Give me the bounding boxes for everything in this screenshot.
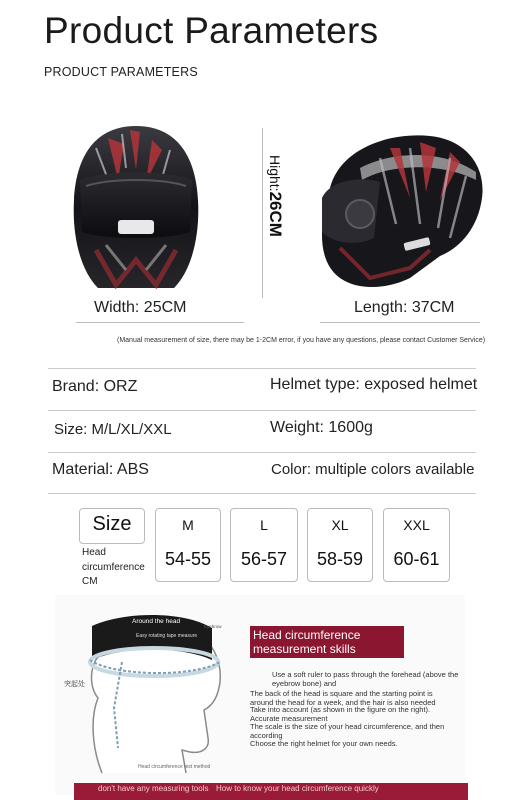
divider [48, 493, 476, 494]
circumference-label: Head circumference CM [82, 547, 145, 587]
length-label: Length: 37CM [354, 299, 455, 316]
method-label: Head circumference test method [138, 764, 211, 770]
bottom-banner [74, 783, 468, 800]
instruction-step: Choose the right helmet for your own needs. [250, 739, 398, 748]
helmet-front-image [66, 120, 206, 295]
height-line [262, 128, 263, 298]
bottom-banner-right: How to know your head circumference quickly [216, 784, 379, 793]
spec-size: Size: M/L/XL/XXL [54, 421, 172, 438]
size-column-l [230, 508, 298, 582]
spec-material: Material: ABS [52, 461, 149, 478]
size-column-m [155, 508, 221, 582]
instruction-step: The scale is the size of your head circumference, and then according [250, 722, 445, 740]
spec-color: Color: multiple colors available [271, 461, 475, 478]
divider [48, 410, 476, 411]
eyebrow-label: Eyebrow [204, 624, 222, 629]
size-header-cell [79, 508, 145, 544]
width-label: Width: 25CM [94, 299, 187, 316]
size-name: XL [331, 517, 349, 533]
divider [48, 368, 476, 369]
helmet-side-image [300, 128, 490, 298]
instruction-step: Use a soft ruler to pass through the forehead (above the eyebrow bone) and [272, 670, 459, 688]
size-range: 58-59 [316, 549, 364, 569]
head-measure-diagram [62, 598, 242, 783]
divider [48, 452, 476, 453]
size-header-label: Size [92, 513, 132, 535]
size-name: M [182, 517, 194, 533]
size-name: L [260, 517, 268, 533]
spec-brand: Brand: ORZ [52, 378, 138, 395]
around-head-label: Around the head [132, 618, 181, 625]
bottom-banner-left: don't have any measuring tools [98, 784, 209, 793]
page-title: Product Parameters [44, 10, 379, 51]
height-label [265, 155, 285, 237]
tape-label: Easy rotating tape measure [136, 633, 198, 639]
size-column-xxl [383, 508, 450, 582]
measurement-skills-banner: Head circumference measurement skills [250, 626, 404, 658]
height-label-text: Hight: [267, 155, 283, 192]
measurement-note: (Manual measurement of size, there may be 1-2CM error, if you have any questions, please contact Customer Service) [117, 337, 486, 344]
length-line [320, 322, 480, 323]
size-name: XXL [403, 517, 430, 533]
size-column-xl [307, 508, 373, 582]
protrusion-label: 突起处 [64, 680, 85, 688]
spec-helmet-type: Helmet type: exposed helmet [270, 376, 478, 393]
instruction-step: Take into account (as shown in the figure on the right). Accurate measurement [250, 705, 431, 723]
instruction-step: The back of the head is square and the starting point is around the head for a week, and the hair is also needed [250, 689, 436, 707]
size-range: 60-61 [393, 549, 440, 569]
size-range: 54-55 [164, 549, 212, 569]
height-value: 26CM [266, 191, 285, 237]
size-range: 56-57 [240, 549, 288, 569]
width-line [76, 322, 244, 323]
page-subtitle: PRODUCT PARAMETERS [44, 65, 198, 79]
spec-weight: Weight: 1600g [270, 419, 373, 436]
